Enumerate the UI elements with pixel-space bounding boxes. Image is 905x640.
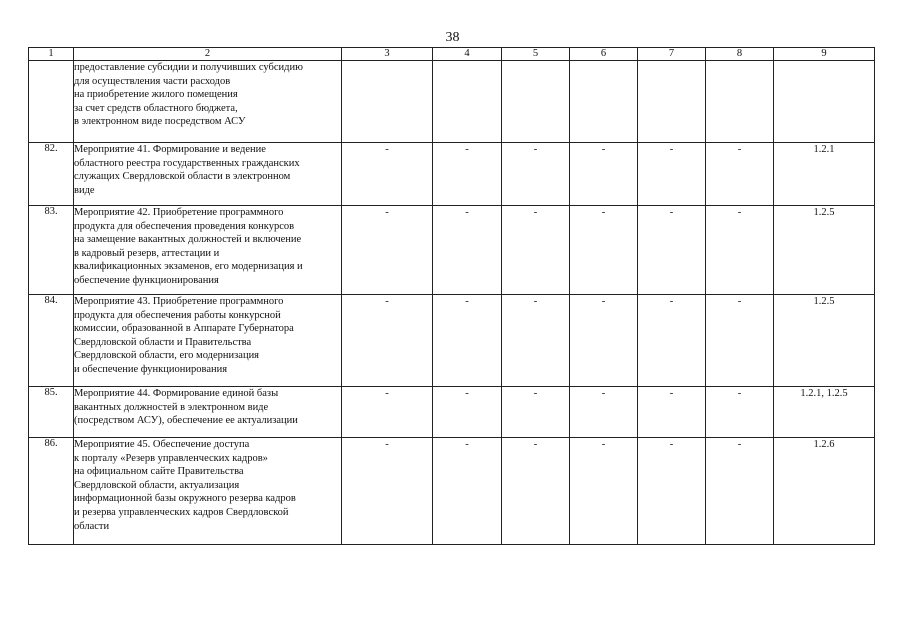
row-description: Мероприятие 41. Формирование и ведение областного реестра государственных гражданских служащих Свердловской области в электронном виде	[74, 143, 342, 206]
row-number: 83.	[29, 206, 74, 295]
row-cell-4: -	[433, 143, 502, 206]
row-description: Мероприятие 44. Формирование единой базы вакантных должностей в электронном виде (посредством АСУ), обеспечение ее актуализации	[74, 387, 342, 438]
page-number: 38	[445, 30, 460, 45]
row-cell-8: -	[706, 387, 774, 438]
row-description: Мероприятие 45. Обеспечение доступа к порталу «Резерв управленческих кадров» на официальном сайте Правительства Свердловской области, актуализация информационной базы окружного резерва кадров и резерва управленческих кадров Свердловской области	[74, 438, 342, 545]
row-code: 1.2.5	[774, 206, 875, 295]
row-cell-5	[502, 61, 570, 143]
table-row-86	[29, 438, 875, 545]
row-cell-3: -	[342, 295, 433, 387]
row-code: 1.2.5	[774, 295, 875, 387]
table-row-83	[29, 206, 875, 295]
column-header-6: 6	[570, 48, 638, 61]
column-header-5: 5	[502, 48, 570, 61]
row-description: предоставление субсидии и получивших субсидию для осуществления части расходов на приобретение жилого помещения за счет средств областного бюджета, в электронном виде посредством АСУ	[74, 61, 342, 143]
program-activities-table	[28, 47, 875, 545]
row-cell-7: -	[638, 143, 706, 206]
row-cell-7	[638, 61, 706, 143]
row-cell-5: -	[502, 438, 570, 545]
column-header-8: 8	[706, 48, 774, 61]
row-number: 82.	[29, 143, 74, 206]
row-cell-4: -	[433, 387, 502, 438]
row-cell-3: -	[342, 438, 433, 545]
row-cell-6	[570, 61, 638, 143]
row-cell-8: -	[706, 295, 774, 387]
row-code: 1.2.6	[774, 438, 875, 545]
row-cell-8: -	[706, 438, 774, 545]
row-cell-3: -	[342, 143, 433, 206]
row-cell-4: -	[433, 206, 502, 295]
table-row-82	[29, 143, 875, 206]
row-cell-7: -	[638, 295, 706, 387]
table-row-85	[29, 387, 875, 438]
row-cell-6: -	[570, 295, 638, 387]
row-code: 1.2.1	[774, 143, 875, 206]
row-number: 86.	[29, 438, 74, 545]
row-cell-5: -	[502, 387, 570, 438]
row-cell-3	[342, 61, 433, 143]
row-cell-7: -	[638, 438, 706, 545]
column-header-7: 7	[638, 48, 706, 61]
row-cell-5: -	[502, 206, 570, 295]
row-cell-4	[433, 61, 502, 143]
row-number	[29, 61, 74, 143]
table-row-continuation	[29, 61, 875, 143]
row-number: 85.	[29, 387, 74, 438]
row-cell-4: -	[433, 295, 502, 387]
row-cell-8: -	[706, 143, 774, 206]
column-header-1: 1	[29, 48, 74, 61]
row-code	[774, 61, 875, 143]
row-cell-6: -	[570, 438, 638, 545]
column-header-3: 3	[342, 48, 433, 61]
column-header-9: 9	[774, 48, 875, 61]
row-cell-6: -	[570, 143, 638, 206]
row-cell-7: -	[638, 387, 706, 438]
table-row-84	[29, 295, 875, 387]
column-number-row	[29, 48, 875, 61]
row-cell-8	[706, 61, 774, 143]
row-cell-4: -	[433, 438, 502, 545]
row-cell-6: -	[570, 387, 638, 438]
row-description: Мероприятие 42. Приобретение программного продукта для обеспечения проведения конкурсов на замещение вакантных должностей и включение в кадровый резерв, аттестации и квалификационных экзаменов, его модернизация и обеспечение функционирования	[74, 206, 342, 295]
row-cell-8: -	[706, 206, 774, 295]
row-cell-3: -	[342, 206, 433, 295]
row-cell-5: -	[502, 143, 570, 206]
row-cell-7: -	[638, 206, 706, 295]
row-number: 84.	[29, 295, 74, 387]
row-description: Мероприятие 43. Приобретение программного продукта для обеспечения работы конкурсной комиссии, образованной в Аппарате Губернатора Свердловской области и Правительства Свердловской области, его модернизация и обеспечение функционирования	[74, 295, 342, 387]
row-code: 1.2.1, 1.2.5	[774, 387, 875, 438]
column-header-2: 2	[74, 48, 342, 61]
row-cell-6: -	[570, 206, 638, 295]
row-cell-5: -	[502, 295, 570, 387]
column-header-4: 4	[433, 48, 502, 61]
row-cell-3: -	[342, 387, 433, 438]
